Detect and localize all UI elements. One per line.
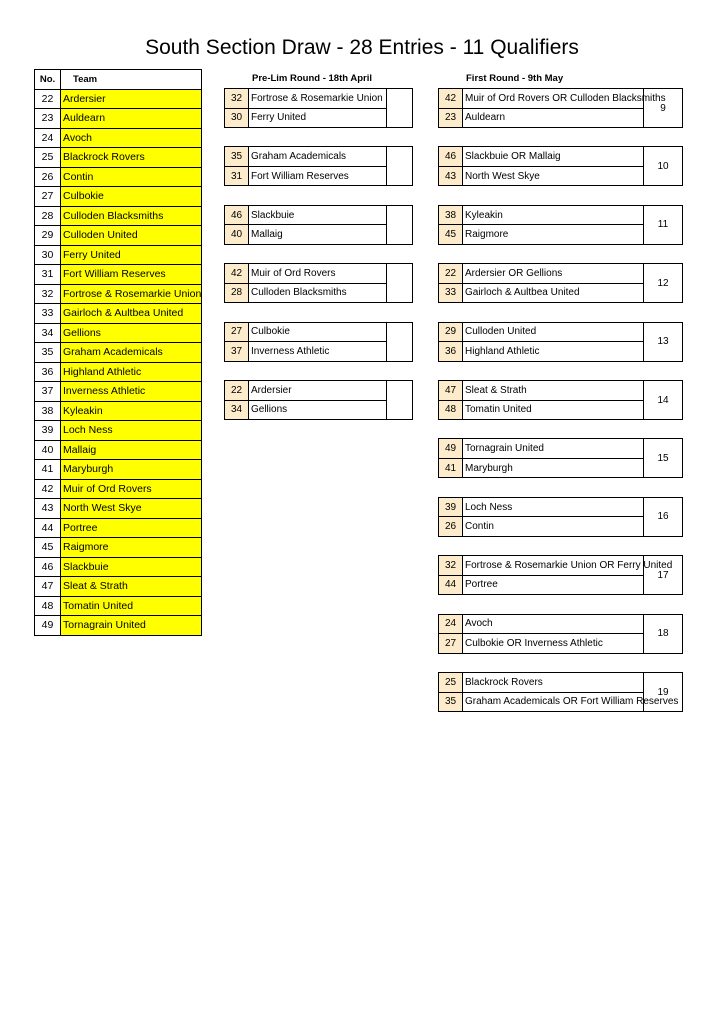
home-number: 38 xyxy=(439,205,463,225)
team-name: Avoch xyxy=(61,128,202,148)
away-team: Tomatin United xyxy=(463,400,644,420)
home-number: 46 xyxy=(439,147,463,167)
first-round-match xyxy=(438,614,683,654)
first-round-match xyxy=(438,380,683,420)
team-name: Auldearn xyxy=(61,109,202,129)
away-team: Portree xyxy=(463,575,644,595)
away-number: 44 xyxy=(439,575,463,595)
team-number: 48 xyxy=(35,596,61,616)
team-number: 24 xyxy=(35,128,61,148)
team-number: 36 xyxy=(35,362,61,382)
away-number: 30 xyxy=(225,108,249,128)
team-row xyxy=(35,304,202,324)
result-cell xyxy=(387,147,413,186)
home-number: 25 xyxy=(439,673,463,693)
team-number: 38 xyxy=(35,401,61,421)
team-number: 27 xyxy=(35,187,61,207)
team-row xyxy=(35,401,202,421)
away-team: Graham Academicals OR Fort William Reserves xyxy=(463,692,644,712)
team-name: Ardersier xyxy=(61,89,202,109)
team-number: 43 xyxy=(35,499,61,519)
away-team: Culloden Blacksmiths xyxy=(249,283,387,303)
team-name: Sleat & Strath xyxy=(61,577,202,597)
team-row xyxy=(35,460,202,480)
home-team: Kyleakin xyxy=(463,205,644,225)
away-number: 37 xyxy=(225,342,249,362)
team-name: Tornagrain United xyxy=(61,616,202,636)
away-team: Culbokie OR Inverness Athletic xyxy=(463,634,644,654)
home-team: Sleat & Strath xyxy=(463,381,644,401)
no-column-header: No. xyxy=(35,70,61,90)
game-number: 10 xyxy=(644,147,683,186)
team-name: Ferry United xyxy=(61,245,202,265)
team-name: Mallaig xyxy=(61,440,202,460)
home-team: Slackbuie xyxy=(249,205,387,225)
away-number: 41 xyxy=(439,458,463,478)
home-number: 32 xyxy=(439,556,463,576)
first-round-match xyxy=(438,263,683,303)
team-row xyxy=(35,577,202,597)
away-number: 28 xyxy=(225,283,249,303)
home-number: 42 xyxy=(225,264,249,284)
game-number: 11 xyxy=(644,205,683,244)
home-team: Muir of Ord Rovers xyxy=(249,264,387,284)
team-name: Culbokie xyxy=(61,187,202,207)
team-name: Inverness Athletic xyxy=(61,382,202,402)
team-row xyxy=(35,382,202,402)
teams-header-row xyxy=(35,70,202,90)
first-round-match xyxy=(438,672,683,712)
team-number: 40 xyxy=(35,440,61,460)
home-number: 35 xyxy=(225,147,249,167)
team-row xyxy=(35,109,202,129)
prelim-round-header: Pre-Lim Round - 18th April xyxy=(252,73,372,84)
team-row xyxy=(35,479,202,499)
team-row xyxy=(35,226,202,246)
result-cell xyxy=(387,205,413,244)
away-team: Mallaig xyxy=(249,225,387,245)
home-team: Culloden United xyxy=(463,322,644,342)
home-team: Tornagrain United xyxy=(463,439,644,459)
home-number: 39 xyxy=(439,497,463,517)
away-team: Fort William Reserves xyxy=(249,166,387,186)
home-team: Loch Ness xyxy=(463,497,644,517)
team-number: 49 xyxy=(35,616,61,636)
team-row xyxy=(35,245,202,265)
team-row xyxy=(35,265,202,285)
team-row xyxy=(35,167,202,187)
team-row xyxy=(35,421,202,441)
game-number: 19 xyxy=(644,673,683,712)
team-row xyxy=(35,89,202,109)
team-row xyxy=(35,284,202,304)
away-number: 48 xyxy=(439,400,463,420)
first-round-match xyxy=(438,88,683,128)
team-name: Portree xyxy=(61,518,202,538)
away-number: 33 xyxy=(439,283,463,303)
team-number: 26 xyxy=(35,167,61,187)
home-number: 22 xyxy=(439,264,463,284)
home-number: 29 xyxy=(439,322,463,342)
home-number: 27 xyxy=(225,322,249,342)
home-team: Slackbuie OR Mallaig xyxy=(463,147,644,167)
team-row xyxy=(35,187,202,207)
away-number: 45 xyxy=(439,225,463,245)
away-number: 35 xyxy=(439,692,463,712)
game-number: 13 xyxy=(644,322,683,361)
team-name: Maryburgh xyxy=(61,460,202,480)
team-row xyxy=(35,499,202,519)
team-row xyxy=(35,128,202,148)
team-number: 42 xyxy=(35,479,61,499)
team-name: Fortrose & Rosemarkie Union xyxy=(61,284,202,304)
game-number: 17 xyxy=(644,556,683,595)
team-column-header: Team xyxy=(61,70,202,90)
away-number: 34 xyxy=(225,400,249,420)
game-number: 14 xyxy=(644,381,683,420)
team-row xyxy=(35,596,202,616)
team-number: 25 xyxy=(35,148,61,168)
home-team: Ardersier OR Gellions xyxy=(463,264,644,284)
team-name: Highland Athletic xyxy=(61,362,202,382)
home-number: 46 xyxy=(225,205,249,225)
home-team: Fortrose & Rosemarkie Union xyxy=(249,89,387,109)
away-team: Inverness Athletic xyxy=(249,342,387,362)
team-row xyxy=(35,323,202,343)
team-row xyxy=(35,538,202,558)
team-name: Muir of Ord Rovers xyxy=(61,479,202,499)
home-team: Culbokie xyxy=(249,322,387,342)
away-number: 26 xyxy=(439,517,463,537)
team-name: Raigmore xyxy=(61,538,202,558)
team-number: 47 xyxy=(35,577,61,597)
team-name: Kyleakin xyxy=(61,401,202,421)
away-team: North West Skye xyxy=(463,166,644,186)
home-team: Graham Academicals xyxy=(249,147,387,167)
team-name: Graham Academicals xyxy=(61,343,202,363)
game-number: 18 xyxy=(644,614,683,653)
team-number: 37 xyxy=(35,382,61,402)
team-number: 28 xyxy=(35,206,61,226)
team-row xyxy=(35,148,202,168)
away-team: Highland Athletic xyxy=(463,342,644,362)
prelim-match xyxy=(224,380,413,420)
first-round-match xyxy=(438,322,683,362)
team-number: 30 xyxy=(35,245,61,265)
home-number: 42 xyxy=(439,89,463,109)
away-number: 31 xyxy=(225,166,249,186)
first-round-match xyxy=(438,438,683,478)
team-number: 23 xyxy=(35,109,61,129)
away-team: Gellions xyxy=(249,400,387,420)
team-name: Contin xyxy=(61,167,202,187)
team-number: 46 xyxy=(35,557,61,577)
team-row xyxy=(35,362,202,382)
first-round-header: First Round - 9th May xyxy=(466,73,564,84)
result-cell xyxy=(387,89,413,128)
home-number: 32 xyxy=(225,89,249,109)
result-cell xyxy=(387,264,413,303)
team-number: 22 xyxy=(35,89,61,109)
away-team: Maryburgh xyxy=(463,458,644,478)
game-number: 9 xyxy=(644,89,683,128)
prelim-match xyxy=(224,88,413,128)
team-row xyxy=(35,206,202,226)
team-number: 32 xyxy=(35,284,61,304)
team-row xyxy=(35,343,202,363)
away-team: Ferry United xyxy=(249,108,387,128)
team-number: 31 xyxy=(35,265,61,285)
team-name: Slackbuie xyxy=(61,557,202,577)
team-name: Gairloch & Aultbea United xyxy=(61,304,202,324)
team-number: 44 xyxy=(35,518,61,538)
prelim-match xyxy=(224,205,413,245)
team-row xyxy=(35,557,202,577)
team-row xyxy=(35,518,202,538)
team-number: 33 xyxy=(35,304,61,324)
team-number: 35 xyxy=(35,343,61,363)
home-team: Ardersier xyxy=(249,381,387,401)
away-number: 43 xyxy=(439,166,463,186)
prelim-match xyxy=(224,322,413,362)
result-cell xyxy=(387,322,413,361)
team-name: Tomatin United xyxy=(61,596,202,616)
prelim-match xyxy=(224,263,413,303)
first-round-match xyxy=(438,205,683,245)
away-number: 23 xyxy=(439,108,463,128)
team-name: Gellions xyxy=(61,323,202,343)
away-team: Raigmore xyxy=(463,225,644,245)
away-number: 36 xyxy=(439,342,463,362)
away-team: Auldearn xyxy=(463,108,644,128)
team-number: 45 xyxy=(35,538,61,558)
teams-table xyxy=(34,69,202,636)
team-name: Culloden Blacksmiths xyxy=(61,206,202,226)
away-team: Contin xyxy=(463,517,644,537)
game-number: 15 xyxy=(644,439,683,478)
home-number: 47 xyxy=(439,381,463,401)
game-number: 12 xyxy=(644,264,683,303)
team-name: Blackrock Rovers xyxy=(61,148,202,168)
home-number: 49 xyxy=(439,439,463,459)
prelim-match xyxy=(224,146,413,186)
team-number: 39 xyxy=(35,421,61,441)
home-number: 22 xyxy=(225,381,249,401)
team-row xyxy=(35,616,202,636)
home-number: 24 xyxy=(439,614,463,634)
team-name: North West Skye xyxy=(61,499,202,519)
team-name: Culloden United xyxy=(61,226,202,246)
home-team: Avoch xyxy=(463,614,644,634)
first-round-match xyxy=(438,555,683,595)
away-number: 27 xyxy=(439,634,463,654)
team-number: 41 xyxy=(35,460,61,480)
away-team: Gairloch & Aultbea United xyxy=(463,283,644,303)
home-team: Blackrock Rovers xyxy=(463,673,644,693)
team-name: Loch Ness xyxy=(61,421,202,441)
home-team: Fortrose & Rosemarkie Union OR Ferry United xyxy=(463,556,644,576)
team-number: 29 xyxy=(35,226,61,246)
home-team: Muir of Ord Rovers OR Culloden Blacksmiths xyxy=(463,89,644,109)
team-number: 34 xyxy=(35,323,61,343)
away-number: 40 xyxy=(225,225,249,245)
team-name: Fort William Reserves xyxy=(61,265,202,285)
first-round-match xyxy=(438,497,683,537)
team-row xyxy=(35,440,202,460)
first-round-match xyxy=(438,146,683,186)
result-cell xyxy=(387,381,413,420)
page-title: South Section Draw - 28 Entries - 11 Qualifiers xyxy=(145,36,579,59)
game-number: 16 xyxy=(644,497,683,536)
